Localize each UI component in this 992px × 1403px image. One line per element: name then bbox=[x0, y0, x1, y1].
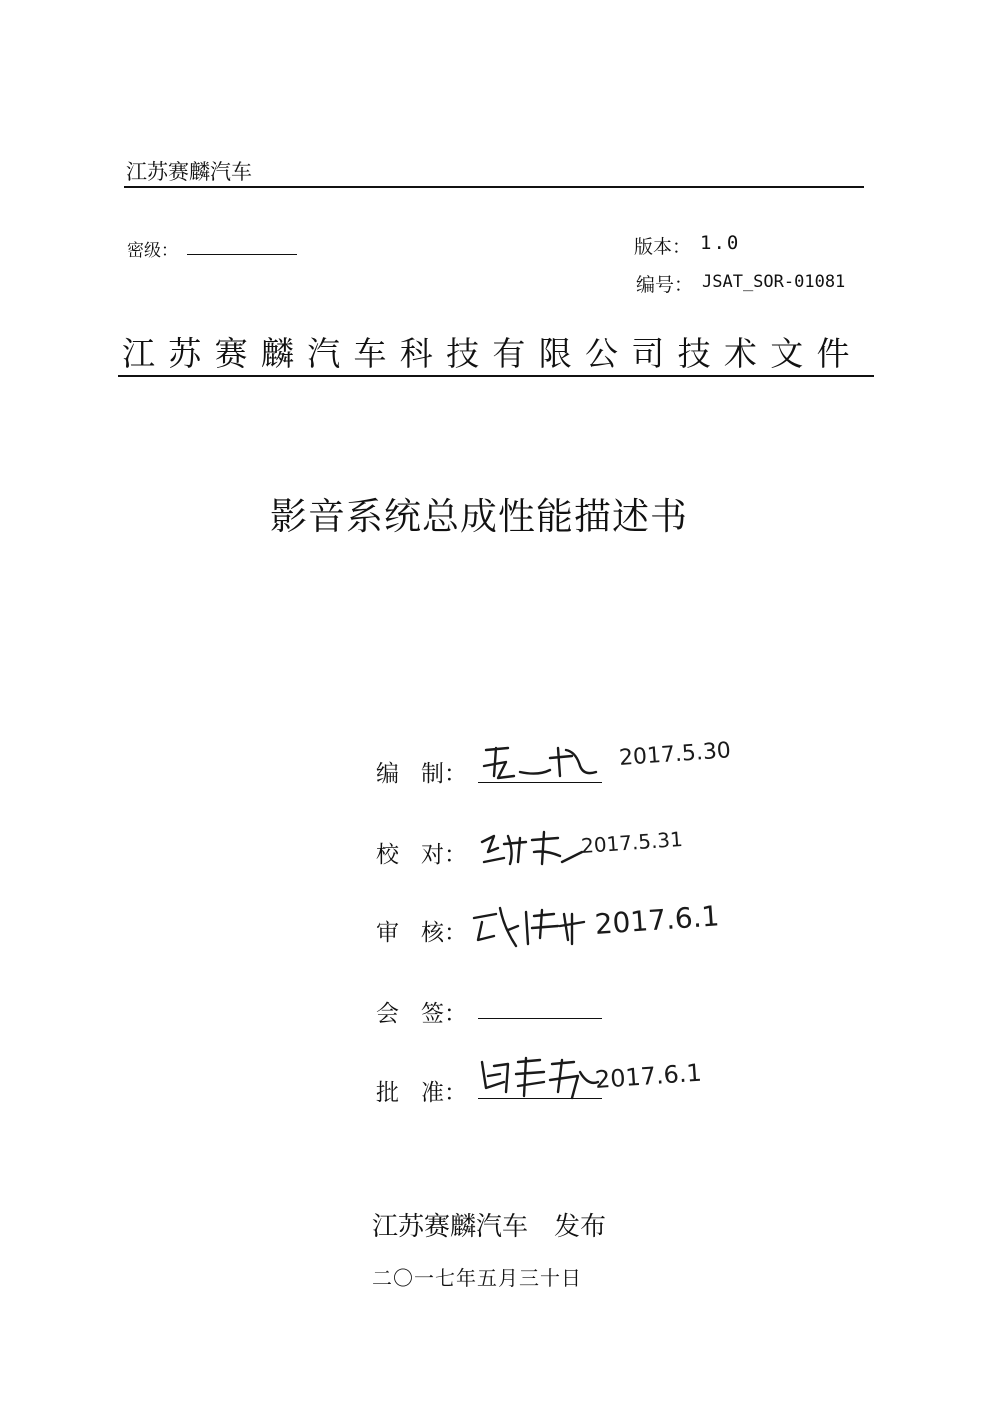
countersigned-line bbox=[478, 1018, 602, 1019]
prepared-by-label-char2: 制： bbox=[421, 761, 467, 787]
document-number-value: JSAT_SOR-01081 bbox=[702, 272, 846, 292]
reviewed-by-date: 2017.6.1 bbox=[593, 899, 721, 941]
publisher bbox=[372, 1206, 606, 1243]
checked-by-date: 2017.5.31 bbox=[580, 826, 684, 858]
prepared-by-date: 2017.5.30 bbox=[618, 738, 732, 771]
countersigned-label-char1: 会 bbox=[376, 1001, 399, 1027]
checked-by-label bbox=[376, 836, 467, 869]
document-number-label: 编号： bbox=[636, 274, 694, 296]
version-value: 1.0 bbox=[700, 232, 741, 254]
countersigned-label bbox=[376, 995, 467, 1028]
header-divider bbox=[124, 186, 864, 188]
countersigned-label-char2: 签： bbox=[421, 1001, 467, 1027]
prepared-by-line bbox=[478, 782, 602, 783]
reviewed-by-label-char1: 审 bbox=[376, 920, 399, 946]
approved-by-label-char1: 批 bbox=[376, 1080, 399, 1106]
prepared-by-signature bbox=[480, 736, 610, 786]
security-level-label: 密级： bbox=[127, 241, 178, 261]
approved-by-date: 2017.6.1 bbox=[594, 1058, 703, 1094]
heading-divider bbox=[118, 375, 874, 377]
security-level-blank bbox=[187, 254, 297, 255]
approved-by-line bbox=[478, 1098, 602, 1099]
approved-by-signature bbox=[474, 1052, 604, 1102]
prepared-by-label-char1: 编 bbox=[376, 761, 399, 787]
publish-date: 二〇一七年五月三十日 bbox=[372, 1266, 582, 1290]
checked-by-label-char2: 对： bbox=[421, 842, 467, 868]
approved-by-label bbox=[376, 1074, 467, 1107]
publish-word: 发布 bbox=[554, 1212, 607, 1242]
company-short-name: 江苏赛麟汽车 bbox=[126, 160, 252, 184]
version-label: 版本： bbox=[634, 236, 692, 258]
reviewed-by-label bbox=[376, 914, 467, 947]
prepared-by-label bbox=[376, 755, 467, 788]
checked-by-label-char1: 校 bbox=[376, 842, 399, 868]
company-full-name-heading: 江苏赛麟汽车科技有限公司技术文件 bbox=[122, 334, 863, 373]
reviewed-by-label-char2: 核： bbox=[421, 920, 467, 946]
document-title: 影音系统总成性能描述书 bbox=[270, 495, 688, 538]
publisher-name: 江苏赛麟汽车 bbox=[372, 1212, 529, 1242]
approved-by-label-char2: 准： bbox=[421, 1080, 467, 1106]
reviewed-by-signature bbox=[468, 900, 598, 950]
